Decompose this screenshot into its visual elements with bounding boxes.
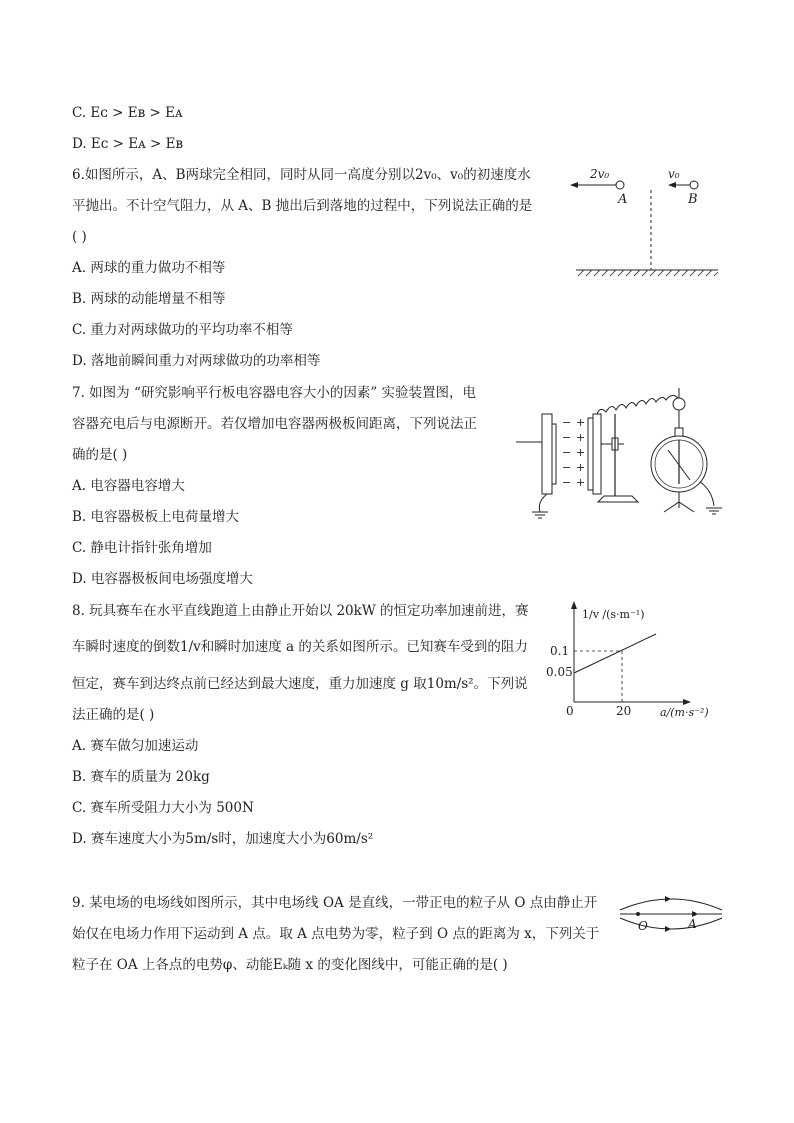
y-tick-0.1: 0.1 bbox=[550, 644, 570, 658]
svg-text:−: − bbox=[562, 461, 572, 474]
q6-stem-line-1: 6.如图所示，A、B两球完全相同，同时从同一高度分别以2v₀、v₀的初速度水 bbox=[72, 167, 531, 183]
q9-stem-line-1: 9. 某电场的电场线如图所示，其中电场线 OA 是直线，一带正电的粒子从 O 点由静止开 bbox=[72, 895, 598, 911]
label-v0: v₀ bbox=[668, 167, 680, 181]
svg-text:−: − bbox=[562, 476, 572, 489]
q7-stem-line-2: 容器充电后与电源断开。若仅增加电容器两极板间距离，下列说法正 bbox=[72, 416, 477, 432]
q9-figure-field-lines bbox=[616, 890, 726, 940]
y-axis-label: 1/v /(s·m⁻¹) bbox=[582, 608, 645, 621]
x-tick-0: 0 bbox=[566, 704, 574, 718]
field-line-top bbox=[620, 899, 722, 910]
q5-option-d: D. Eᴄ > Eᴀ > Eʙ bbox=[72, 136, 184, 152]
graph-line bbox=[574, 634, 656, 673]
q6-option-b: B. 两球的动能增量不相等 bbox=[72, 291, 226, 307]
label-a: A bbox=[618, 192, 628, 207]
q6-option-a: A. 两球的重力做功不相等 bbox=[72, 260, 226, 276]
q7-stem-line-1: 7. 如图为 “研究影响平行板电容器电容大小的因素” 实验装置图，电 bbox=[72, 385, 477, 401]
ball-b-icon bbox=[690, 181, 698, 189]
q8-option-b: B. 赛车的质量为 20kg bbox=[72, 769, 210, 785]
svg-text:+: + bbox=[576, 446, 586, 459]
label-2v0: 2v₀ bbox=[590, 167, 610, 181]
q8-option-c: C. 赛车所受阻力大小为 500N bbox=[72, 800, 254, 816]
label-o: O bbox=[638, 919, 648, 933]
q9-stem-line-2: 始仅在电场力作用下运动到 A 点。取 A 点电势为零，粒子到 O 点的距离为 x，下列关于 bbox=[72, 926, 600, 942]
q8-stem-line-2: 车瞬时速度的倒数1/v和瞬时加速度 a 的关系如图所示。已知赛车受到的阻力 bbox=[72, 639, 528, 655]
q6-figure bbox=[566, 160, 728, 280]
x-tick-20: 20 bbox=[616, 704, 632, 718]
q9-stem-line-3: 粒子在 OA 上各点的电势φ、动能Eₖ随 x 的变化图线中，可能正确的是( ) bbox=[72, 957, 508, 973]
y-tick-0.05: 0.05 bbox=[546, 665, 573, 679]
q8-stem-line-3: 恒定，赛车到达终点前已经达到最大速度，重力加速度 g 取10m/s²。下列说 bbox=[72, 676, 528, 692]
label-a-field: A bbox=[688, 917, 697, 931]
svg-text:−: − bbox=[562, 446, 572, 459]
q7-figure-apparatus bbox=[512, 384, 728, 520]
q8-stem-line-4: 法正确的是( ) bbox=[72, 707, 155, 723]
right-plate bbox=[588, 418, 593, 490]
q7-stem-line-3: 确的是( ) bbox=[72, 447, 128, 463]
svg-text:+: + bbox=[576, 461, 586, 474]
q7-option-a: A. 电容器电容增大 bbox=[72, 478, 185, 494]
connecting-wire-coil bbox=[597, 395, 678, 414]
label-b: B bbox=[688, 192, 698, 207]
q8-stem-line-1: 8. 玩具赛车在水平直线跑道上由静止开始以 20kW 的恒定功率加速前进，赛 bbox=[72, 603, 529, 619]
field-line-bottom bbox=[620, 918, 722, 929]
svg-text:+: + bbox=[576, 431, 586, 444]
q8-option-d: D. 赛车速度大小为5m/s时，加速度大小为60m/s² bbox=[72, 831, 374, 847]
svg-text:−: − bbox=[562, 416, 572, 429]
q6-stem-line-3: ( ) bbox=[72, 229, 87, 245]
ball-a-icon bbox=[616, 181, 624, 189]
svg-text:−: − bbox=[562, 431, 572, 444]
q6-option-d: D. 落地前瞬间重力对两球做功的功率相等 bbox=[72, 353, 321, 369]
q6-stem-line-2: 平抛出。不计空气阻力，从 A、B 抛出后到落地的过程中，下列说法正确的是 bbox=[72, 198, 533, 214]
q8-option-a: A. 赛车做匀加速运动 bbox=[72, 738, 199, 754]
q7-option-c: C. 静电计指针张角增加 bbox=[72, 540, 212, 556]
q5-option-c: C. Eᴄ > Eʙ > Eᴀ bbox=[72, 105, 183, 121]
left-plate bbox=[542, 414, 552, 494]
q8-figure-graph bbox=[546, 598, 732, 722]
svg-text:+: + bbox=[576, 476, 586, 489]
q7-option-b: B. 电容器极板上电荷量增大 bbox=[72, 509, 240, 525]
x-axis-label: a/(m·s⁻²) bbox=[660, 706, 709, 719]
svg-text:+: + bbox=[576, 416, 586, 429]
q7-option-d: D. 电容器极板间电场强度增大 bbox=[72, 571, 253, 587]
q6-option-c: C. 重力对两球做功的平均功率不相等 bbox=[72, 322, 293, 338]
